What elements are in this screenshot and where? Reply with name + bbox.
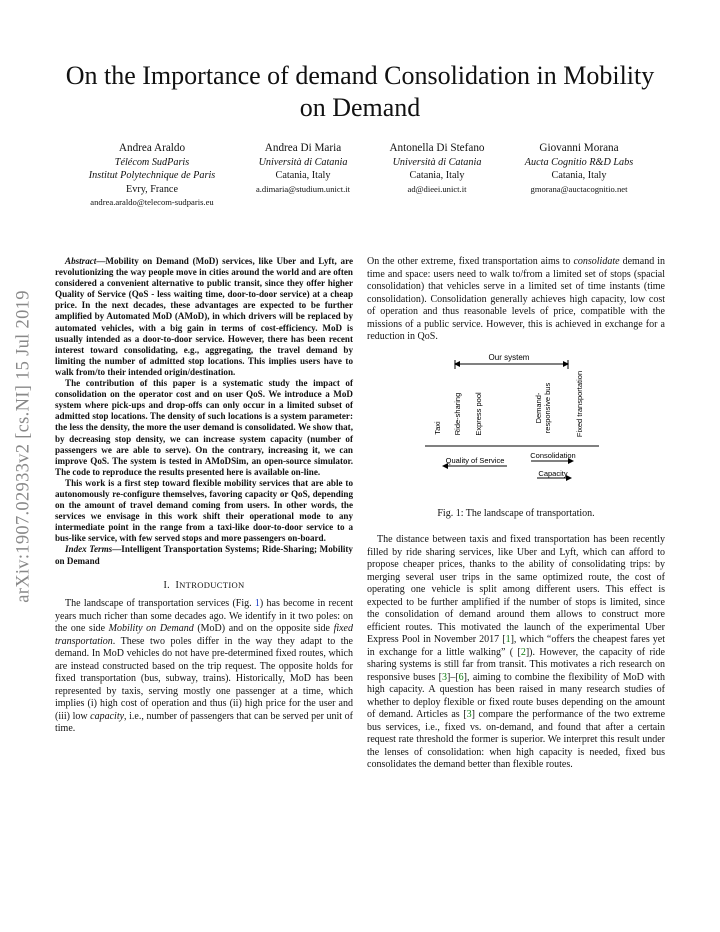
author-affiliation: Télécom SudParis xyxy=(114,156,190,168)
author-email[interactable]: andrea.araldo@telecom-sudparis.eu xyxy=(90,197,214,207)
body-paragraph: The distance between taxis and fixed transportation has been recently filled by ride sharing services, like Uber and Lyft, which can afford to propose cheaper prices, thanks to the ability of consolidating trips: by merging several user trips in the same optimized route, the cost of operating one vehicle is split among different users. This effect is expected to be further amplified if the number of stops is limited, since the consolidation of demand around them allows to construct more efficient routes. This motivated the launch of the experimental Uber Express Pool in November 2017 [1], which “offers the cheapest fares yet in exchange for a little walking” ( [2]). However, the capacity of ride sharing systems is still far from transit. This motivates a rich research on responsive buses [3]–[6], aiming to combine the flexibility of MoD with high capacity. A question has been raised in many research studies of whether to deploy flexible or fixed route buses depending on the amount of demand. Articles as [3] compare the performance of the two extreme bus services, i.e., fixed vs. on-demand, and found that after a certain request rate threshold the former is superior. We interpret this result under the lenses of consolidation: when high capacity is needed, fixed bus consolidates the demand better than flexible routes. xyxy=(367,534,666,770)
figure-link[interactable]: 1 xyxy=(254,598,260,610)
section-heading-introduction: I. INTRODUCTION xyxy=(163,579,245,591)
author-block-2 xyxy=(238,142,368,196)
figure-diagram xyxy=(367,350,665,500)
author-email[interactable]: a.dimaria@studium.unict.it xyxy=(255,183,351,194)
author-location: Evry, France xyxy=(126,183,178,195)
capacity-label: Capacity xyxy=(538,468,568,478)
right-column xyxy=(367,256,665,772)
citation-link[interactable]: 3 xyxy=(466,709,472,720)
citation-link[interactable]: 2 xyxy=(520,646,526,658)
figure-caption: Fig. 1: The landscape of transportation. xyxy=(437,507,595,519)
author-name: Giovanni Morana xyxy=(539,142,619,154)
introduction-body xyxy=(55,598,353,736)
body-paragraph: On the other extreme, fixed transportation aims to consolidate demand in time and space: users need to walk to/from a limited set of stops (spacial consolidation) that vehicles serve in a limited set of time instants (time consolidation). Consolidation generally achieves high capacity, low cost of operation and thus reasonable levels of price, compatible with the missions of a public service. However, this is achieved in exchange for a reduction in QoS. xyxy=(367,256,665,342)
bar-label-taxi: Taxi xyxy=(433,420,442,435)
abstract-label: Abstract xyxy=(65,256,97,266)
figure-transportation-landscape xyxy=(367,350,665,500)
index-terms-label: Index Terms xyxy=(65,544,113,555)
author-location: Catania, Italy xyxy=(551,170,607,181)
author-block-3 xyxy=(375,142,499,196)
author-email[interactable]: ad@dieei.unict.it xyxy=(407,183,467,194)
author-affiliation: Università di Catania xyxy=(258,156,348,168)
author-email[interactable]: gmorana@auctacognitio.net xyxy=(530,183,628,194)
abstract xyxy=(55,256,353,567)
author-name: Andrea Araldo xyxy=(118,142,186,154)
abstract-paragraph: This work is a first step toward flexible mobility services that are able to autonomously re-configure themselves, favoring capacity or QoS, depending on the amount of travel demand coming from users. In other words, the services we envisage in this work shift their operational mode to any intermediate point in the range from a taxi-like door-to-door service to a bus-like service, with few served stops and more passengers on-board. xyxy=(55,477,353,544)
our-system-label: Our system xyxy=(488,352,530,362)
citation-link[interactable]: 1 xyxy=(505,634,511,645)
index-terms: Index Terms—Intelligent Transportation Systems; Ride-Sharing; Mobility on Demand xyxy=(55,544,353,566)
author-affiliation: Institut Polytechnique de Paris xyxy=(88,170,216,181)
intro-paragraph: The landscape of transportation services (Fig. 1) has become in recent years much richer than some decades ago. We identify in it two poles: on the one side Mobility on Demand (MoD) and on the opposite side fixed transportation. These two poles differ in the way they adapt to the demand. In MoD vehicles do not have pre-determined fixed routes, which are instead constructed based on the trip request. The opposite holds for fixed transportation (bus, subway, trains). Historically, MoD has been represented by taxis, serving mostly one passenger at a time, which implies (i) high cost of operation and thus (ii) high price for the user and (iii) low capacity, i.e., number of passengers that can be served per unit of time. xyxy=(55,598,353,735)
bar-label-fixed-transportation: Fixed transportation xyxy=(575,370,584,437)
bar-label-express-pool: Express pool xyxy=(474,391,483,436)
left-column xyxy=(55,256,353,736)
paper-title: On the Importance of demand Consolidation in Mobility on Demand xyxy=(65,61,655,122)
author-affiliation: Aucta Cognitio R&D Labs xyxy=(524,156,634,168)
abstract-paragraph: The contribution of this paper is a systematic study the impact of consolidation on the operator cost and on user QoS. We introduce a MoD system where pick-ups and drop-offs can only occur in a limited subset of admitted stop locations. The density of such locations is a system parameter: the less the density, the more the user demand is consolidated. We show that, by decreasing stop density, we can increase system capacity (number of passengers we are able to serve). On the contrary, increasing it, we can improve QoS. The system is tested in AMoDSim, an open-source simulator. The code to reproduce the results presented here is available on-line. xyxy=(55,378,353,477)
citation-link[interactable]: 6 xyxy=(458,671,464,683)
arxiv-identifier: arXiv:1907.02933v2 [cs.NI] 15 Jul 2019 xyxy=(13,290,34,603)
consolidation-label: Consolidation xyxy=(530,450,576,460)
bar-label-demand-responsive: Demand- xyxy=(534,392,543,423)
bar-label-ride-sharing: Ride-sharing xyxy=(453,392,462,435)
citation-link[interactable]: 3 xyxy=(441,671,447,683)
author-name: Antonella Di Stefano xyxy=(389,142,485,154)
qos-label: Quality of Service xyxy=(445,455,505,465)
author-affiliation: Università di Catania xyxy=(392,156,482,168)
bar-label-demand-responsive-2: responsive bus xyxy=(543,382,552,433)
author-name: Andrea Di Maria xyxy=(264,142,342,154)
author-location: Catania, Italy xyxy=(275,170,331,181)
author-location: Catania, Italy xyxy=(409,170,465,181)
abstract-paragraph: Abstract—Mobility on Demand (MoD) services, like Uber and Lyft, are revolutionizing the way people move in cities around the world and are often considered a convenient alternative to public transit, since they offer higher Quality of Service (QoS - less waiting time, door-to-door service) at a cheap price. In the next decades, these advantages are expected to be further amplified by Automated MoD (AMoD), in which drivers will be replaced by automated vehicles, with a big gain in terms of cost-efficiency. MoD is usually intended as a door-to-door service. However, there has been recent interest toward consolidating, e.g., aggregating, the travel demand by limiting the number of admitted stop locations. This implies users have to walk from/to their intended origin/destination. xyxy=(55,256,353,377)
author-block-4 xyxy=(504,142,654,196)
author-block-1 xyxy=(62,142,242,210)
